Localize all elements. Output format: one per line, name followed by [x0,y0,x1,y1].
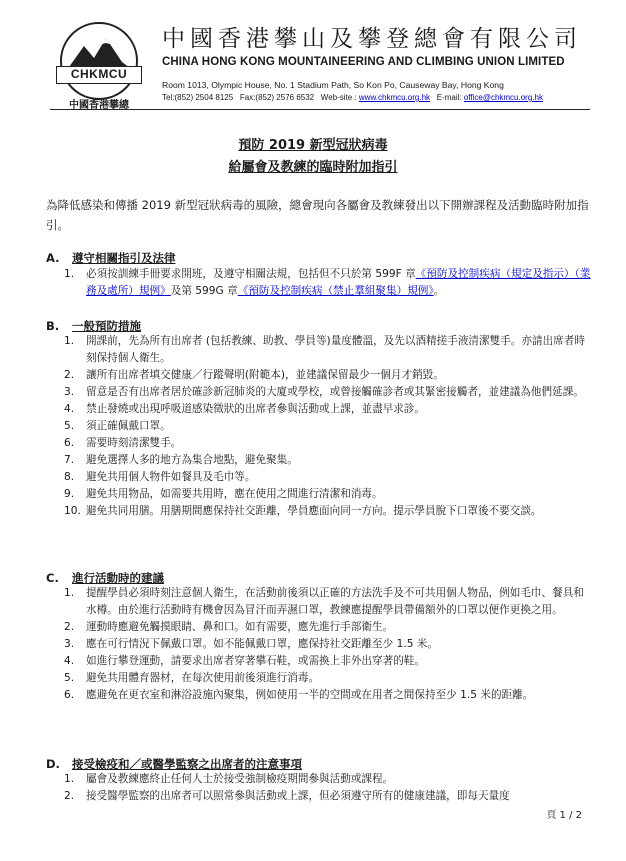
logo-ring [60,22,138,100]
item-text: 需要時刻清潔雙手。 [86,437,182,449]
item-number: 6. [64,689,75,701]
item-number: 1. [64,773,75,785]
item-number: 3. [64,386,75,398]
website-link[interactable]: www.chkmcu.org.hk [358,93,431,102]
list-item [46,266,591,300]
item-number: 2. [64,790,75,802]
org-contact [162,93,543,102]
item-number: 1. [64,587,75,599]
doc-title-line2: 給屬會及教練的臨時附加指引 [228,160,398,175]
header-divider [50,109,590,110]
item-number: 4. [64,403,75,415]
list-item [46,619,591,636]
section-c-heading [46,570,164,586]
list-item [46,401,591,418]
email-label: E-mail: [436,93,462,102]
list-item [46,653,591,670]
item-text: 避免共用物品，如需要共用時，應在使用之間進行清潔和消毒。 [86,488,383,500]
doc-title-line1: 預防 2019 新型冠狀病毒 [238,138,388,153]
item-number: 2. [64,621,75,633]
item-text: 避免共用體育器材，在每次使用前後須進行消毒。 [86,672,320,684]
chkmcu-logo [52,18,156,112]
item-number: 5. [64,420,75,432]
item-number: 4. [64,655,75,667]
list-item [46,384,591,401]
org-address: Room 1013, Olympic House, No. 1 Stadium Path, So Kon Po, Causeway Bay, Hong Kong [162,80,504,90]
list-item [46,771,591,788]
section-b-heading [46,318,141,334]
logo-subtitle: 中國香港攀總 [69,100,129,111]
list-item [46,636,591,653]
item-text: 避免選擇人多的地方為集合地點，避免聚集。 [86,454,298,466]
item-text: 應在可行情況下佩戴口罩。如不能佩戴口罩，應保持社交距離至少 1.5 米。 [86,638,438,650]
item-text: 留意是否有出席者居於確診新冠肺炎的大廈或學校，或曾接觸確診者或其緊密接觸者，並建議為他們延課。 [86,386,584,398]
item-number: 3. [64,638,75,650]
section-b-list [46,333,591,520]
email-link[interactable]: office@chkmcu.org.hk [463,93,543,102]
section-letter: A. [46,251,60,265]
list-item [46,585,591,619]
section-title: 一般預防措施 [72,319,141,333]
item-text: 讓所有出席者填交健康／行蹤聲明(附範本)，並建議保留最少一個月才銷毀。 [86,369,444,381]
list-item [46,670,591,687]
list-item [46,333,591,367]
item-text: 須正確佩戴口罩。 [86,420,171,432]
item-text: 運動時應避免觸摸眼睛、鼻和口。如有需要，應先進行手部衛生。 [86,621,394,633]
section-letter: B. [46,319,60,333]
org-name-zh: 中國香港攀山及攀登總會有限公司 [162,26,582,52]
regulation-599g-link[interactable]: 《預防及控制疾病（禁止羣組聚集）規例》 [237,285,434,297]
section-d-list [46,771,591,805]
item-text: 必須按訓練手冊要求開班，及遵守相關法規，包括但不只於第 599F 章 [86,268,416,280]
item-number: 9. [64,488,75,500]
intro-paragraph: 為降低感染和傳播 2019 新型冠狀病毒的風險，總會現向各屬會及教練發出以下開辦課程及活動臨時附加指引。 [46,198,589,232]
website-label: Web-site : [320,93,357,102]
item-number: 5. [64,672,75,684]
mountain-icon [62,24,138,100]
item-number: 1. [64,268,75,280]
item-number: 6. [64,437,75,449]
fax: Fax:(852) 2576 6532 [239,93,315,102]
section-d-heading [46,756,302,772]
section-title: 遵守相關指引及法律 [72,251,176,265]
item-number: 1. [64,335,75,347]
section-a-heading [46,250,176,266]
section-letter: D. [46,757,60,771]
list-item [46,687,591,704]
regulation-599f-link[interactable]: 《預防及控制疾病（規定及指示）（業務及處所）規例》 [86,268,591,297]
item-text: 避免共同用膳。用膳期間應保持社交距離，學員應面向同一方向。提示學員脫下口罩後不要交談。 [86,505,542,517]
item-number: 2. [64,369,75,381]
item-text-end: 。 [433,285,445,297]
tel: Tel:(852) 2504 8125 [162,93,234,102]
list-item [46,435,591,452]
item-text: 接受醫學監察的出席者可以照常參與活動或上課，但必須遵守所有的健康建議，即每天量度 [86,790,510,802]
item-number: 7. [64,454,75,466]
section-letter: C. [46,571,59,585]
section-title: 進行活動時的建議 [72,571,164,585]
item-text: 屬會及教練應終止任何人士於接受強制檢疫期間參與活動或課程。 [86,773,394,785]
section-a-list [46,266,591,300]
item-text: 如進行攀登運動，請要求出席者穿著攀石鞋，或需換上非外出穿著的鞋。 [86,655,425,667]
section-c-list [46,585,591,704]
list-item [46,418,591,435]
list-item [46,788,591,805]
list-item [46,452,591,469]
list-item [46,503,591,520]
list-item [46,367,591,384]
item-text: 提醒學員必須時刻注意個人衛生，在活動前後須以正確的方法洗手及不可共用個人物品，例如毛巾、餐具和水樽。由於進行活動時有機會因為冒汗而弄濕口罩，教練應提醒學員帶備額外的口罩以便作更換之用。 [86,587,584,616]
item-text: 應避免在更衣室和淋浴設施內聚集，例如使用一半的空間或在用者之間保持至少 1.5 米的距離。 [86,689,534,701]
item-number: 8. [64,471,75,483]
item-text: 開課前，先為所有出席者 (包括教練、助教、學員等)量度體溫，及先以酒精搓手液清潔雙手。亦請出席者時刻保持個人衛生。 [86,335,585,364]
logo-text: CHKMCU [56,66,142,84]
page-number: 頁 1 / 2 [546,810,582,821]
list-item [46,469,591,486]
item-text: 禁止發燒或出現呼吸道感染徵狀的出席者參與活動或上課，並盡早求診。 [86,403,425,415]
list-item [46,486,591,503]
item-number: 10. [64,505,81,517]
item-text: 避免共用個人物件如餐具及毛巾等。 [86,471,256,483]
item-text-mid: 及第 599G 章 [170,285,238,297]
section-title: 接受檢疫和／或醫學監察之出席者的注意事項 [72,757,302,771]
org-name-en: CHINA HONG KONG MOUNTAINEERING AND CLIMBING UNION LIMITED [162,56,565,68]
